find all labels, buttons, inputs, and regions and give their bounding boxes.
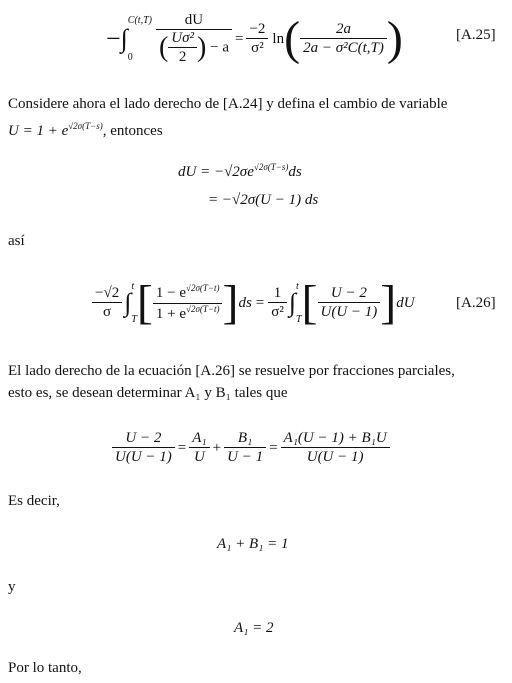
pf-a1-fraction [189, 430, 209, 466]
integrand-fraction [156, 12, 232, 67]
plus-sign: + [212, 439, 222, 456]
ln-arg-den: 2a − σ²C(t,T) [300, 38, 387, 57]
equals-sign: = [177, 439, 187, 456]
equals-sign: = [234, 30, 244, 47]
a26-rhs-fraction [318, 285, 381, 321]
equation-du-line1 [178, 162, 302, 181]
pf-b1-num: B₁ [237, 429, 253, 446]
coefficient-fraction [246, 21, 268, 57]
equation-a1: A₁ = 2 [234, 620, 274, 636]
equation-a25: −∫ C(t,T) 0 dU ( $\frac{\text{Uσ²}}{2}$ ) − a = $\frac{-2}{\text{σ²}}$ ln ( $\frac{2a}{\text{2a − σ²C(t,T)}}$ ) [106, 11, 403, 66]
equals-sign: = [269, 439, 278, 456]
paragraph-change-of-variable [8, 93, 508, 142]
text-y: y [8, 579, 16, 595]
integrand-denominator: ( $\frac{\text{Uσ²}}{2}$ ) − a [156, 29, 232, 66]
integral-lower-limit: 0 [127, 52, 133, 63]
denominator-tail: − a [210, 39, 229, 56]
du-exponent: √2σ(T−s) [253, 162, 289, 172]
a26-coef-den: σ [92, 302, 122, 321]
pf-lhs-num: U − 2 [125, 429, 162, 446]
equation-sum: A₁ + B₁ = 1 [217, 536, 289, 552]
equation-partial-fractions [112, 422, 390, 474]
paragraph-line: esto es, se desean determinar A₁ y B₁ tales que [8, 385, 288, 401]
equation-du-line2: = −√2σ(U − 1) ds [208, 192, 319, 208]
paragraph-line: Considere ahora el lado derecho de [A.24] y defina el cambio de variable [8, 96, 448, 112]
a26-int-lower: T [131, 314, 137, 325]
pf-combined-fraction [281, 430, 390, 466]
a26-inner-fraction [153, 283, 223, 322]
a26-inner-num: 1 − e [155, 285, 186, 302]
ln-function: ln [272, 30, 285, 47]
a26-coef-num: −√2 [95, 284, 120, 301]
a26-inner-num-exp: √2σ(T−t) [186, 283, 220, 294]
pf-combined-num: A₁(U − 1) + B₁U [283, 429, 387, 446]
equals-sign: = [255, 294, 265, 311]
equation-a26: $\frac{-√2}{\sigma}$ ∫ t T [ $\frac{1 - e^{√2\sigma(T-t)}}{1 + e^{√2\sigma(T-t)}}$ ] ds = $\frac{1}{\text{σ²}}$ ∫ t T [ $\frac{U - 2}{U(U - 1)}$ ] dU [92, 272, 415, 334]
ln-argument [300, 21, 387, 57]
integral-sign: ∫ [124, 288, 132, 317]
pf-a1-den: U [189, 447, 209, 466]
a26-rhs-num: U − 2 [330, 284, 367, 301]
pf-lhs-fraction [112, 430, 175, 466]
a26-coefficient [92, 285, 122, 321]
a26-ds: ds [238, 294, 252, 311]
inner-frac-den: 2 [168, 47, 197, 66]
text-es-decir: Es decir, [8, 493, 60, 509]
integral-sign: −∫ [106, 24, 128, 53]
inner-frac-num: Uσ² [171, 30, 195, 46]
pf-lhs-den: U(U − 1) [112, 447, 175, 466]
paragraph-line: El lado derecho de la ecuación [A.26] se resuelve por fracciones parciales, [8, 363, 455, 379]
equation-label-a25: [A.25] [456, 27, 496, 43]
pf-combined-den: U(U − 1) [281, 447, 390, 466]
a26-rhs-coefficient [268, 285, 287, 321]
pf-a1-num: A₁ [192, 429, 207, 446]
text-asi: así [8, 233, 25, 249]
paragraph-line-expression [8, 115, 508, 142]
a26-rhs-coef-num: 1 [273, 284, 282, 301]
pf-b1-fraction [224, 430, 266, 466]
equation-label-a26: [A.26] [456, 295, 496, 311]
integral-sign: ∫ [288, 288, 296, 317]
du-lhs: dU = −√2σe [178, 164, 254, 180]
du-tail: ds [288, 164, 302, 180]
a26-rhs-int-upper: t [295, 281, 299, 292]
a26-rhs-int-lower: T [295, 314, 302, 325]
ln-arg-num: 2a [335, 20, 351, 37]
integrand-numerator: dU [184, 11, 204, 28]
paragraph-partial-fractions [8, 360, 508, 404]
pf-b1-den: U − 1 [224, 447, 266, 466]
a26-inner-den-exp: √2σ(T−t) [186, 303, 220, 314]
text-por-lo-tanto: Por lo tanto, [8, 660, 82, 676]
a26-int-upper: t [131, 281, 135, 292]
a26-inner-den: 1 + e [155, 305, 186, 322]
a26-rhs-den: U(U − 1) [318, 302, 381, 321]
variable-exponent: √2σ(T−s) [68, 121, 103, 131]
coefficient-num: −2 [249, 20, 266, 37]
integral-upper-limit: C(t,T) [127, 15, 152, 26]
paragraph-tail: , entonces [102, 123, 163, 139]
a26-du: dU [396, 294, 415, 311]
coefficient-den: σ² [246, 38, 268, 57]
variable-definition: U = 1 + e [8, 123, 69, 139]
a26-rhs-coef-den: σ² [268, 302, 287, 321]
